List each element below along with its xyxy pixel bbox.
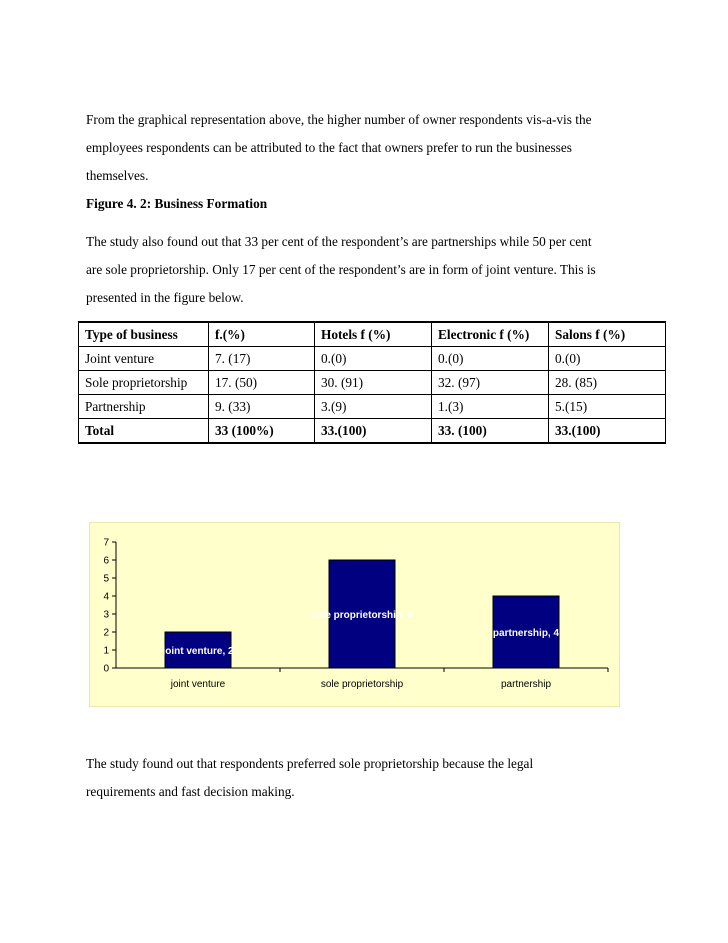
table-cell: 9. (33) (209, 395, 315, 419)
y-tick-label: 3 (103, 609, 109, 621)
bar-data-label: sole proprietorship, 6 (310, 610, 414, 621)
business-formation-chart (89, 522, 620, 707)
table-total-row (79, 419, 666, 444)
table-cell: 33 (100%) (209, 419, 315, 444)
table-cell: 7. (17) (209, 347, 315, 371)
table-cell: 30. (91) (315, 371, 432, 395)
y-tick-label: 2 (103, 627, 109, 639)
paragraph-line: requirements and fast decision making. (86, 784, 295, 799)
bar-data-label: partnership, 4 (492, 628, 560, 639)
paragraph-line: From the graphical representation above, the higher number of owner respondents vis-a-vis the (86, 112, 592, 127)
table-header-cell: Salons f (%) (549, 322, 666, 347)
table-cell: 33.(100) (549, 419, 666, 444)
table-header-cell: f.(%) (209, 322, 315, 347)
table-header-cell: Electronic f (%) (432, 322, 549, 347)
table-cell: 3.(9) (315, 395, 432, 419)
table-cell: 32. (97) (432, 371, 549, 395)
bar-chart-svg (90, 523, 619, 706)
table-header-cell: Hotels f (%) (315, 322, 432, 347)
paragraph-graph-interpretation (86, 106, 646, 190)
table-cell: 0.(0) (432, 347, 549, 371)
table-cell: 0.(0) (549, 347, 666, 371)
figure-caption: Figure 4. 2: Business Formation (86, 196, 268, 211)
paragraph-line: presented in the figure below. (86, 290, 244, 305)
table-cell: 28. (85) (549, 371, 666, 395)
x-category-label: partnership (500, 679, 552, 690)
business-formation-table (78, 321, 666, 444)
paragraph-line: The study found out that respondents preferred sole proprietorship because the legal (86, 756, 534, 771)
table-cell: Joint venture (79, 347, 209, 371)
y-tick-label: 5 (103, 573, 109, 585)
table-cell: 17. (50) (209, 371, 315, 395)
table-cell: Sole proprietorship (79, 371, 209, 395)
table-header-row (79, 322, 666, 347)
table-row (79, 347, 666, 371)
x-category-label: joint venture (170, 679, 226, 690)
bar-data-label: joint venture, 2 (162, 646, 234, 657)
table-cell: 0.(0) (315, 347, 432, 371)
table-cell: 1.(3) (432, 395, 549, 419)
y-tick-label: 4 (103, 591, 109, 603)
x-category-label: sole proprietorship (320, 679, 404, 690)
table-cell: 33.(100) (315, 419, 432, 444)
paragraph-conclusion (86, 750, 646, 806)
y-tick-label: 6 (103, 555, 109, 567)
table-cell: Total (79, 419, 209, 444)
y-tick-label: 7 (103, 537, 109, 549)
paragraph-line: employees respondents can be attributed to the fact that owners prefer to run the businesses (86, 140, 572, 155)
paragraph-study-findings (86, 228, 646, 312)
paragraph-line: themselves. (86, 168, 149, 183)
table-cell: 33. (100) (432, 419, 549, 444)
table-cell: 5.(15) (549, 395, 666, 419)
paragraph-line: The study also found out that 33 per cent of the respondent’s are partnerships while 50 per cent (86, 234, 592, 249)
table-row (79, 395, 666, 419)
y-tick-label: 0 (103, 663, 109, 675)
table-header-cell: Type of business (79, 322, 209, 347)
table-row (79, 371, 666, 395)
y-tick-label: 1 (103, 645, 109, 657)
table-cell: Partnership (79, 395, 209, 419)
paragraph-line: are sole proprietorship. Only 17 per cent of the respondent’s are in form of joint venture. This is (86, 262, 596, 277)
